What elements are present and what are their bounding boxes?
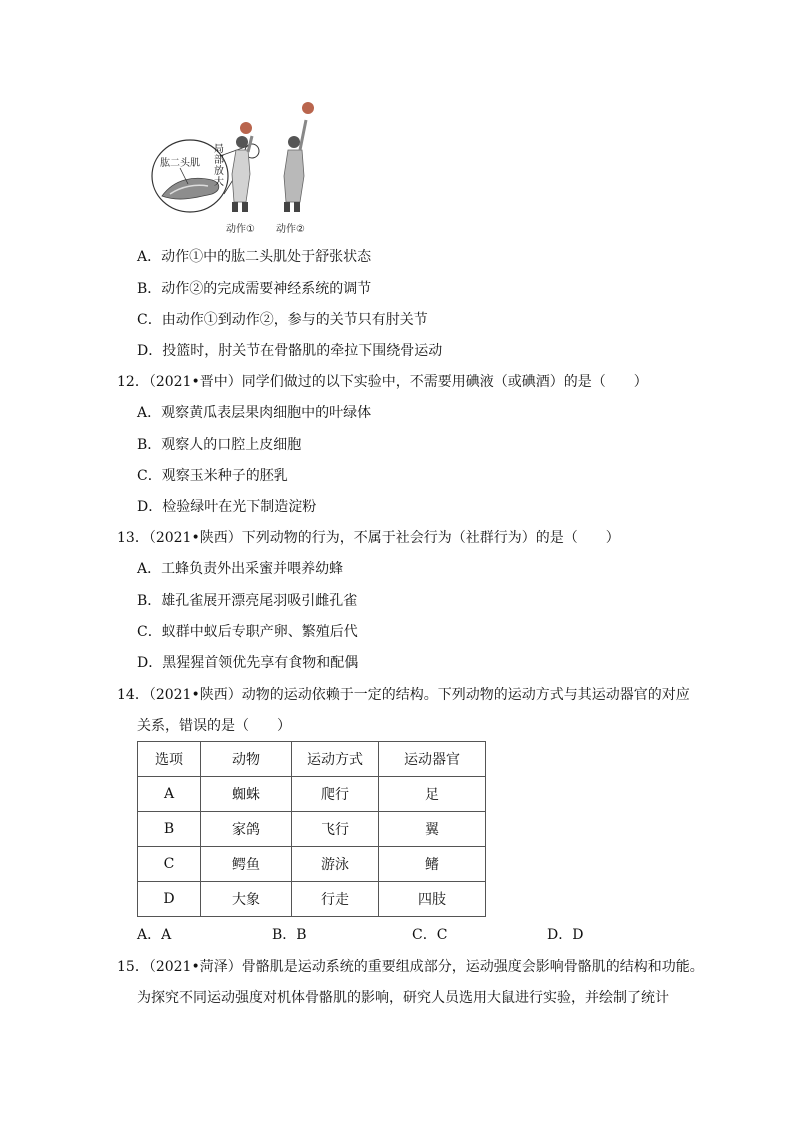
action1-label: 动作① bbox=[226, 224, 255, 235]
action2-label: 动作② bbox=[276, 224, 305, 235]
table-cell: 足 bbox=[379, 777, 486, 812]
table-cell: 蜘蛛 bbox=[201, 777, 292, 812]
q15-line1: 15．（2021•菏泽）骨骼肌是运动系统的重要组成部分，运动强度会影响骨骼肌的结构和功能。 bbox=[117, 959, 704, 975]
q14-option-c: C．C bbox=[412, 927, 448, 943]
table-cell: 翼 bbox=[379, 812, 486, 847]
q11-option-c: C．由动作①到动作②，参与的关节只有肘关节 bbox=[137, 312, 428, 328]
table-cell: B bbox=[138, 812, 201, 847]
q14-stem-line1: 14．（2021•陕西）动物的运动依赖于一定的结构。下列动物的运动方式与其运动器官的对应 bbox=[117, 687, 690, 703]
table-cell: 家鸽 bbox=[201, 812, 292, 847]
q12-option-a: A．观察黄瓜表层果肉细胞中的叶绿体 bbox=[137, 405, 372, 421]
table-cell: 鳍 bbox=[379, 847, 486, 882]
q11-option-d: D．投篮时，肘关节在骨骼肌的牵拉下围绕骨运动 bbox=[137, 343, 443, 359]
q13-option-a: A．工蜂负责外出采蜜并喂养幼蜂 bbox=[137, 561, 344, 577]
zoom-label: 局部放大 bbox=[214, 144, 224, 188]
table-cell: 鳄鱼 bbox=[201, 847, 292, 882]
q11-option-b: B．动作②的完成需要神经系统的调节 bbox=[137, 281, 372, 297]
q15-line2: 为探究不同运动强度对机体骨骼肌的影响，研究人员选用大鼠进行实验，并绘制了统计 bbox=[137, 990, 669, 1006]
table-cell: D bbox=[138, 882, 201, 917]
q14-table bbox=[137, 741, 486, 917]
q13-option-d: D．黑猩猩首领优先享有食物和配偶 bbox=[137, 655, 359, 671]
q12-option-d: D．检验绿叶在光下制造淀粉 bbox=[137, 499, 317, 515]
table-cell: 大象 bbox=[201, 882, 292, 917]
table-cell: 飞行 bbox=[292, 812, 379, 847]
q14-option-a: A．A bbox=[137, 927, 172, 943]
q14-stem-line2: 关系，错误的是（ ） bbox=[137, 718, 291, 734]
q12-stem: 12．（2021•晋中）同学们做过的以下实验中，不需要用碘液（或碘酒）的是（ ） bbox=[117, 374, 648, 390]
table-row bbox=[138, 812, 486, 847]
q13-option-c: C．蚁群中蚁后专职产卵、繁殖后代 bbox=[137, 624, 358, 640]
table-cell: A bbox=[138, 777, 201, 812]
table-header-cell: 运动方式 bbox=[292, 742, 379, 777]
table-row bbox=[138, 847, 486, 882]
basketball-figure bbox=[150, 98, 350, 240]
q12-option-b: B．观察人的口腔上皮细胞 bbox=[137, 437, 302, 453]
muscle-label: 肱二头肌 bbox=[160, 158, 200, 169]
q11-option-a: A．动作①中的肱二头肌处于舒张状态 bbox=[137, 249, 372, 265]
q14-option-d: D．D bbox=[547, 927, 584, 943]
table-cell: 行走 bbox=[292, 882, 379, 917]
table-header-row bbox=[138, 742, 486, 777]
table-cell: 爬行 bbox=[292, 777, 379, 812]
basketball-illustration bbox=[150, 98, 350, 240]
table-row bbox=[138, 882, 486, 917]
table-row bbox=[138, 777, 486, 812]
table-header-cell: 选项 bbox=[138, 742, 201, 777]
q13-option-b: B．雄孔雀展开漂亮尾羽吸引雌孔雀 bbox=[137, 593, 358, 609]
q14-option-b: B．B bbox=[272, 927, 307, 943]
q12-option-c: C．观察玉米种子的胚乳 bbox=[137, 468, 288, 484]
table-header-cell: 运动器官 bbox=[379, 742, 486, 777]
q13-stem: 13．（2021•陕西）下列动物的行为，不属于社会行为（社群行为）的是（ ） bbox=[117, 530, 620, 546]
table-header-cell: 动物 bbox=[201, 742, 292, 777]
table-cell: 游泳 bbox=[292, 847, 379, 882]
table-cell: C bbox=[138, 847, 201, 882]
table-cell: 四肢 bbox=[379, 882, 486, 917]
